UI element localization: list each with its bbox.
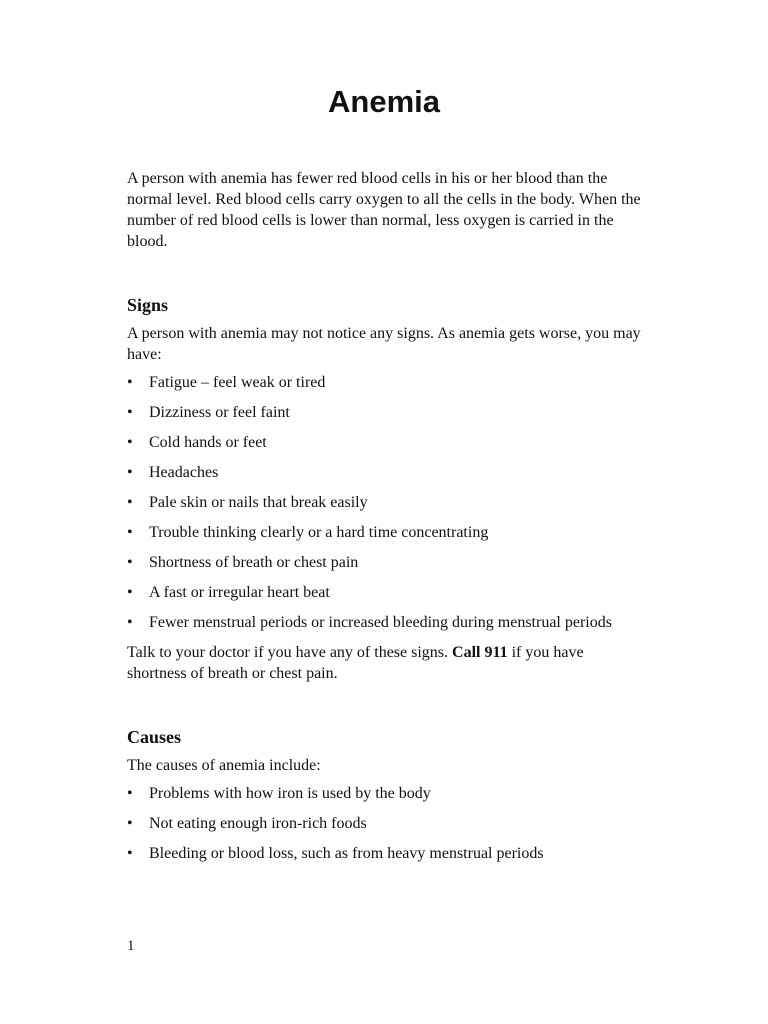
bullet-icon: • (127, 464, 133, 481)
emergency-callout: Call 911 (452, 644, 508, 661)
list-item (127, 432, 647, 453)
list-item (127, 462, 647, 483)
signs-heading: Signs (127, 295, 169, 315)
list-item (127, 813, 647, 834)
bullet-icon: • (127, 524, 133, 541)
bullet-icon: • (127, 845, 133, 862)
list-item (127, 612, 647, 633)
bullet-icon: • (127, 404, 133, 421)
list-item-text: Problems with how iron is used by the body (149, 785, 431, 802)
bullet-icon: • (127, 554, 133, 571)
list-item (127, 402, 647, 423)
list-item (127, 843, 647, 864)
causes-section (127, 725, 647, 864)
causes-heading: Causes (127, 727, 182, 747)
causes-list (127, 783, 647, 864)
list-item-text: Bleeding or blood loss, such as from heavy menstrual periods (149, 845, 544, 862)
list-item (127, 522, 647, 543)
bullet-icon: • (127, 614, 133, 631)
intro-paragraph: A person with anemia has fewer red blood cells in his or her blood than the normal level. Red blood cells carry oxygen to all the cells in the body. When the number of red blood cells is lower than normal, less oxygen is carried in the blood. (127, 170, 641, 250)
list-item-text: A fast or irregular heart beat (149, 584, 330, 601)
list-item-text: Cold hands or feet (149, 434, 267, 451)
list-item (127, 783, 647, 804)
page-title: Anemia (328, 84, 440, 119)
bullet-icon: • (127, 374, 133, 391)
list-item-text: Pale skin or nails that break easily (149, 494, 368, 511)
list-item-text: Not eating enough iron-rich foods (149, 815, 367, 832)
signs-followup (127, 642, 647, 684)
list-item-text: Fatigue – feel weak or tired (149, 374, 326, 391)
list-item (127, 492, 647, 513)
list-item (127, 372, 647, 393)
list-item (127, 582, 647, 603)
list-item-text: Trouble thinking clearly or a hard time concentrating (149, 524, 489, 541)
bullet-icon: • (127, 494, 133, 511)
causes-lead: The causes of anemia include: (127, 757, 321, 774)
list-item-text: Fewer menstrual periods or increased bleeding during menstrual periods (149, 614, 612, 631)
signs-list (127, 372, 647, 633)
signs-lead: A person with anemia may not notice any signs. As anemia gets worse, you may have: (127, 325, 641, 363)
page-number: 1 (127, 938, 135, 954)
bullet-icon: • (127, 785, 133, 802)
bullet-icon: • (127, 815, 133, 832)
bullet-icon: • (127, 434, 133, 451)
list-item (127, 552, 647, 573)
followup-text-end: if you have shortness of breath or chest pain. (127, 644, 584, 682)
list-item-text: Headaches (149, 464, 219, 481)
list-item-text: Dizziness or feel faint (149, 404, 290, 421)
bullet-icon: • (127, 584, 133, 601)
followup-text: Talk to your doctor if you have any of these signs. (127, 644, 453, 661)
list-item-text: Shortness of breath or chest pain (149, 554, 359, 571)
signs-section (127, 293, 647, 684)
document-body (127, 168, 647, 873)
